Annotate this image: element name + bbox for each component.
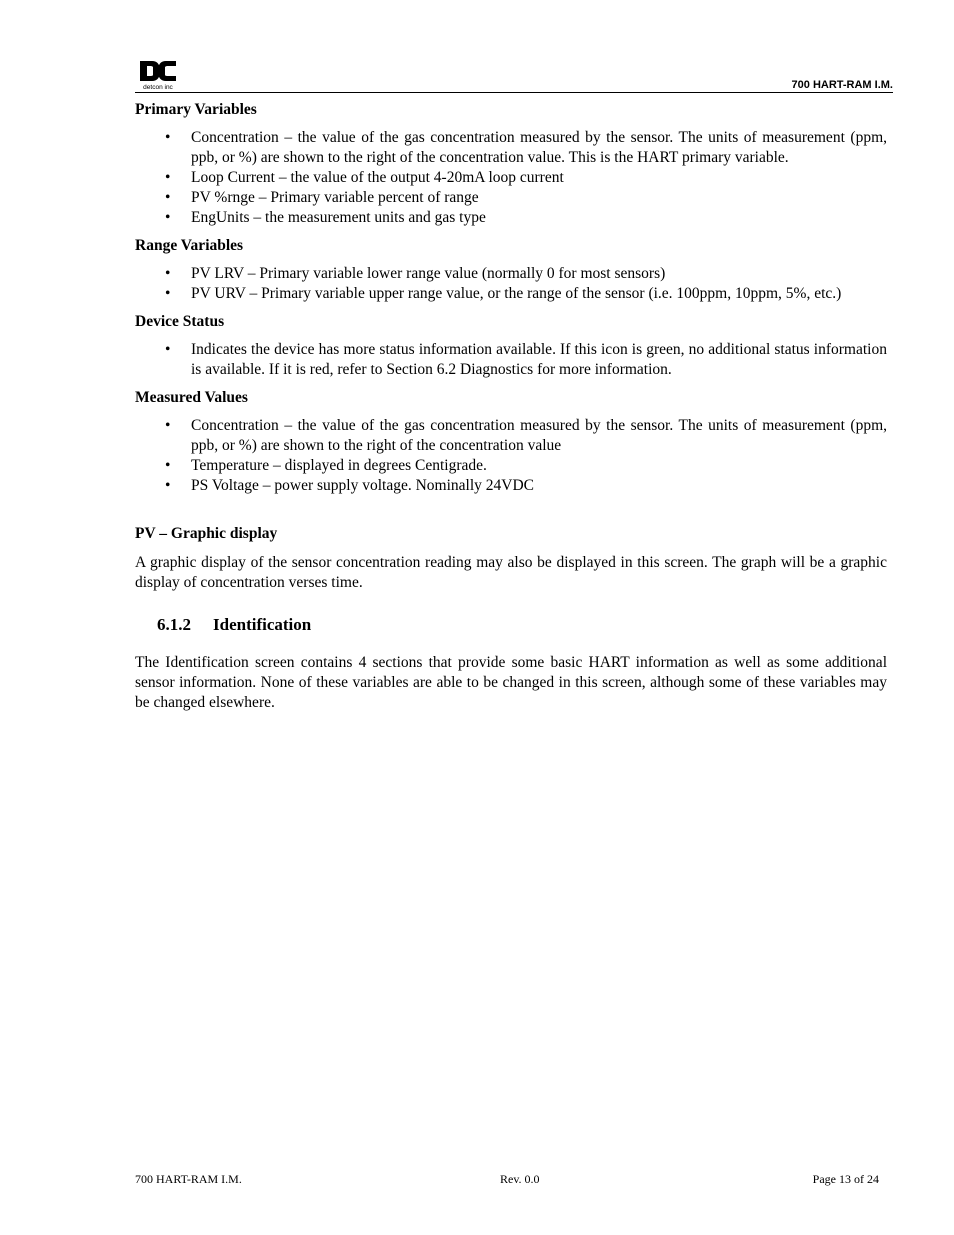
range-variables-list — [135, 264, 887, 304]
list-item: • Concentration – the value of the gas concentration measured by the sensor. The units of measurement (ppm, ppb, or %) are shown to the right of the concentration value — [135, 416, 887, 456]
list-item: • PS Voltage – power supply voltage. Nominally 24VDC — [135, 476, 887, 496]
list-item: • PV %rnge – Primary variable percent of range — [135, 188, 887, 208]
list-item: • EngUnits – the measurement units and gas type — [135, 208, 887, 228]
list-item: • PV URV – Primary variable upper range value, or the range of the sensor (i.e. 100ppm, 10ppm, 5%, etc.) — [135, 284, 887, 304]
list-item: • PV LRV – Primary variable lower range value (normally 0 for most sensors) — [135, 264, 887, 284]
primary-variables-list — [135, 128, 887, 228]
section-title: Identification — [213, 615, 312, 634]
page-footer — [135, 1172, 879, 1187]
pv-graphic-heading: PV – Graphic display — [135, 525, 278, 542]
identification-text: The Identification screen contains 4 sections that provide some basic HART information as well as some additional sensor information. None of these variables are able to be changed in this screen, although some of these variables may be changed elsewhere. — [135, 654, 887, 711]
list-item: • Temperature – displayed in degrees Centigrade. — [135, 456, 887, 476]
measured-values-list — [135, 416, 887, 496]
identification-heading — [157, 615, 887, 635]
range-variables-heading: Range Variables — [135, 237, 244, 254]
page-header — [135, 58, 893, 93]
primary-variables-heading: Primary Variables — [135, 101, 257, 118]
pv-graphic-text: A graphic display of the sensor concentration reading may also be displayed in this screen. The graph will be a graphic display of concentration verses time. — [135, 554, 887, 591]
section-number: 6.1.2 — [157, 615, 191, 634]
page-content — [135, 100, 887, 713]
list-item: • Indicates the device has more status information available. If this icon is green, no additional status information is available. If it is red, refer to Section 6.2 Diagnostics for more information. — [135, 340, 887, 380]
detcon-logo — [138, 59, 178, 91]
measured-values-heading: Measured Values — [135, 389, 248, 406]
device-status-heading: Device Status — [135, 313, 225, 330]
device-status-list — [135, 340, 887, 380]
footer-revision: Rev. 0.0 — [500, 1172, 540, 1186]
list-item: • Concentration – the value of the gas concentration measured by the sensor. The units of measurement (ppm, ppb, or %) are shown to the right of the concentration value. This is the HART primary variable. — [135, 128, 887, 168]
footer-page-number: Page 13 of 24 — [812, 1172, 879, 1186]
footer-doc-id: 700 HART-RAM I.M. — [135, 1172, 242, 1186]
logo-text: detcon inc — [143, 84, 173, 91]
list-item: • Loop Current – the value of the output 4-20mA loop current — [135, 168, 887, 188]
header-doc-id: 700 HART-RAM I.M. — [791, 79, 893, 91]
